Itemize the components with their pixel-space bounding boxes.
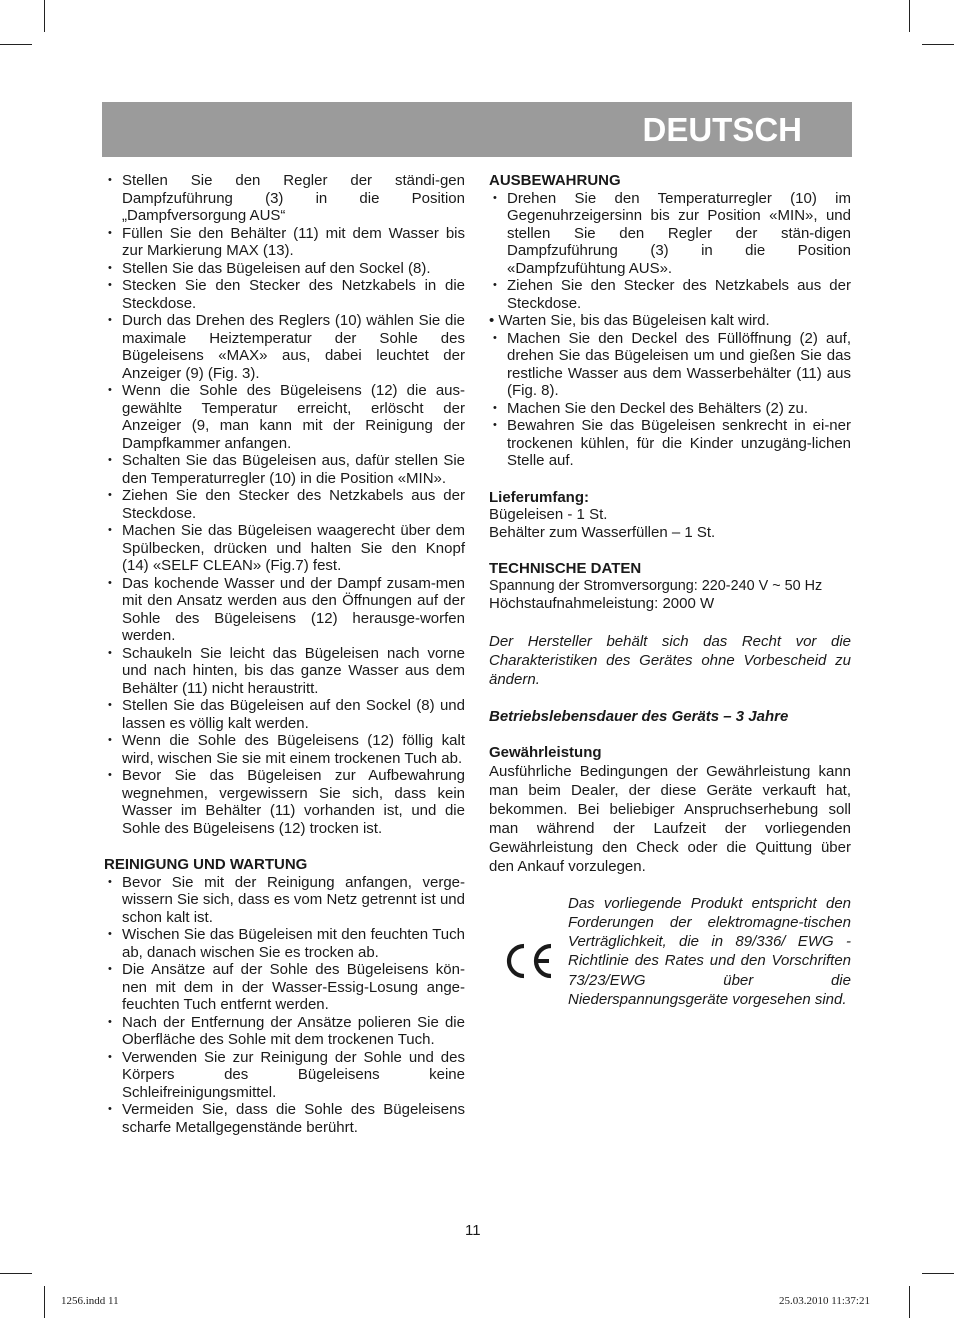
list-item: • Machen Sie das Bügeleisen waagerecht über dem Spülbecken, drücken und halten Sie den Knopf (14) «SELF CLEAN» (Fig.7) fest. <box>104 522 465 575</box>
ce-conformity-text: Das vorliegende Produkt entspricht den Forderungen der elektromagne-tischen Verträglichkeit, die in 89/336/ EWG -Richtlinie des Rates und den Vorschriften 73/23/EWG über die Niederspannungsgeräte vorgesehen sind. <box>568 894 851 1008</box>
crop-mark <box>44 1286 45 1318</box>
section-heading-storage: AUSBEWAHRUNG <box>489 172 621 189</box>
tech-line: Höchstaufnahmeleistung: 2000 W <box>489 595 715 612</box>
page-number: 11 <box>465 1222 481 1239</box>
list-item: • Bevor Sie mit der Reinigung anfangen, verge-wissern Sie sich, dass es vom Netz getrennt ist und schon kalt ist. <box>104 874 465 927</box>
list-item: • Drehen Sie den Temperaturregler (10) im Gegenuhrzeigersinn bis zur Position «MIN», und stellen Sie den Regler der stän-digen Dampfzuführung (3) in die Position «Dampfzufühtung AUS». <box>489 190 851 278</box>
list-item: • Warten Sie, bis das Bügeleisen kalt wird. <box>489 312 770 329</box>
crop-mark <box>922 1273 954 1274</box>
left-column <box>104 172 465 1136</box>
list-item: • Stellen Sie den Regler der ständi-gen Dampfzuführung (3) in die Position „Dampfversorgung AUS“ <box>104 172 465 225</box>
crop-mark <box>44 0 45 32</box>
list-item: • Bevor Sie das Bügeleisen zur Aufbewahrung wegnehmen, vergewissern Sie sich, dass kein Wasser im Behälter (11) vorhanden ist, und die Sohle des Bügeleisens (12) trocken ist. <box>104 767 465 837</box>
list-item: • Füllen Sie den Behälter (11) mit dem Wasser bis zur Markierung MAX (13). <box>104 225 465 260</box>
list-item: • Ziehen Sie den Stecker des Netzkabels aus der Steckdose. <box>104 487 465 522</box>
cleaning-list <box>104 874 465 1137</box>
manufacturer-note: Der Hersteller behält sich das Recht vor die Charakteristiken des Gerätes ohne Vorbescheid zu ändern. <box>489 632 851 688</box>
storage-list <box>489 190 851 470</box>
section-heading-cleaning: REINIGUNG UND WARTUNG <box>104 856 308 873</box>
lifetime-note: Betriebslebensdauer des Geräts – 3 Jahre <box>489 707 789 725</box>
section-heading-delivery: Lieferumfang: <box>489 488 590 506</box>
list-item: • Wenn die Sohle des Bügeleisens (12) die aus-gewählte Temperatur erreicht, erlöscht der Anzeiger (9, man kann mit der Reinigung der Dampfkammer anfangen. <box>104 382 465 452</box>
list-item: • Schalten Sie das Bügeleisen aus, dafür stellen Sie den Temperaturregler (10) in die Position «MIN». <box>104 452 465 487</box>
list-item: • Verwenden Sie zur Reinigung der Sohle und des Körpers des Bügeleisens keine Schleifreinigungsmittel. <box>104 1049 465 1102</box>
list-item: • Stecken Sie den Stecker des Netzkabels in die Steckdose. <box>104 277 465 312</box>
footer-timestamp: 25.03.2010 11:37:21 <box>779 1295 870 1307</box>
tech-line: Spannung der Stromversorgung: 220-240 V ~ 50 Hz <box>489 577 823 594</box>
list-item: • Machen Sie den Deckel des Behälters (2) zu. <box>489 400 851 418</box>
right-column <box>489 172 851 1034</box>
list-item: • Vermeiden Sie, dass die Sohle des Bügeleisens scharfe Metallgegenstände berührt. <box>104 1101 465 1136</box>
list-item: • Wischen Sie das Bügeleisen mit den feuchten Tuch ab, danach wischen Sie es trocken ab. <box>104 926 465 961</box>
list-item: • Bewahren Sie das Bügeleisen senkrecht in ei-ner trockenen kühlen, für die Kinder unzugäng-lichen Stelle auf. <box>489 417 851 470</box>
list-item: • Schaukeln Sie leicht das Bügeleisen nach vorne und nach hinten, bis das ganze Wasser aus dem Behälter (11) nicht heraustritt. <box>104 645 465 698</box>
list-item: • Das kochende Wasser und der Dampf zusam-men mit den Ansatz werden aus den Öffnungen auf der Sohle des Bügeleisens (12) herausge-worfen werden. <box>104 575 465 645</box>
list-item: • Stellen Sie das Bügeleisen auf den Sockel (8). <box>104 260 465 278</box>
list-item: • Ziehen Sie den Stecker des Netzkabels aus der Steckdose. <box>489 277 851 312</box>
crop-mark <box>922 44 954 45</box>
ce-mark-icon <box>503 942 555 980</box>
crop-mark <box>0 1273 32 1274</box>
crop-mark <box>909 0 910 32</box>
list-item: • Durch das Drehen des Reglers (10) wählen Sie die maximale Heiztemperatur der Sohle des Bügeleisens «MAX» aus, dabei leuchtet der Anzeiger (9) (Fig. 3). <box>104 312 465 382</box>
footer-file: 1256.indd 11 <box>61 1295 119 1307</box>
list-item: • Die Ansätze auf der Sohle des Bügeleisens kön-nen mit dem in der Wasser-Essig-Losung ange-feuchten Tuch entfernt werden. <box>104 961 465 1014</box>
list-item: • Nach der Entfernung der Ansätze polieren Sie die Oberfläche des Sohle mit dem trockenen Tuch. <box>104 1014 465 1049</box>
ce-block <box>489 894 851 1034</box>
instruction-list <box>104 172 465 837</box>
language-banner <box>102 102 852 157</box>
crop-mark <box>0 44 32 45</box>
page-title: DEUTSCH <box>642 111 802 148</box>
delivery-line: Bügeleisen - 1 St. <box>489 506 608 523</box>
delivery-line: Behälter zum Wasserfüllen – 1 St. <box>489 523 716 541</box>
section-heading-warranty: Gewährleistung <box>489 744 602 761</box>
warranty-text: Ausführliche Bedingungen der Gewährleistung kann man beim Dealer, der diese Geräte verkauft hat, bekommen. Bei beliebiger Anspruchserhebung soll man während der Laufzeit der vorliegenden Gewährleistung den Check oder die Quittung über den Ankauf vorzulegen. <box>489 762 851 875</box>
list-item: • Wenn die Sohle des Bügeleisens (12) föllig kalt wird, wischen Sie sie mit einem trockenen Tuch ab. <box>104 732 465 767</box>
section-heading-tech: TECHNISCHE DATEN <box>489 560 642 577</box>
list-item: • Machen Sie den Deckel des Füllöffnung (2) auf, drehen Sie das Bügeleisen um und gießen Sie das restliche Wasser aus dem Wasserbehälter (11) aus (Fig. 8). <box>489 330 851 400</box>
list-item: • Stellen Sie das Bügeleisen auf den Sockel (8) und lassen es völlig kalt werden. <box>104 697 465 732</box>
crop-mark <box>909 1286 910 1318</box>
